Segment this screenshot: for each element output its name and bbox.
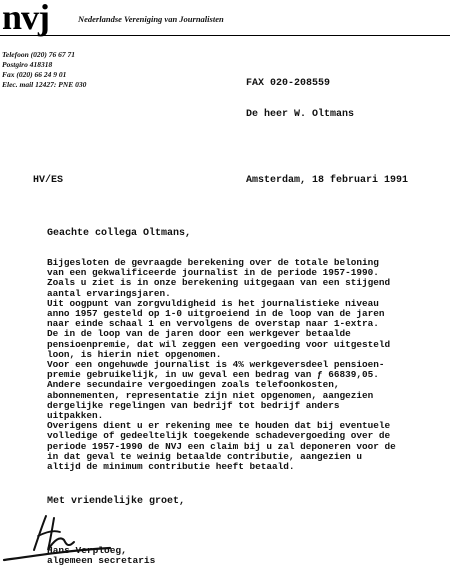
recipient-name: De heer W. Oltmans <box>246 109 355 120</box>
signer-block <box>47 546 155 566</box>
body-line: naar einde schaal 1 en vervolgens de overstap naar 1-extra. <box>47 318 379 330</box>
body-line: loon, is hierin niet opgenomen. <box>47 348 222 360</box>
body-line: uitpakken. <box>47 410 104 422</box>
body-line: Voor een ongehuwde journalist is 4% werkgeversdeel pensioen- <box>47 359 385 371</box>
body-line: aantal ervaringsjaren. <box>47 287 171 299</box>
body-line: De in de loop van de jaren door een werkgever betaalde <box>47 328 351 340</box>
body-line: volledige of gedeeltelijk toegekende schadevergoeding over de <box>47 430 391 442</box>
organization-name: Nederlandse Vereniging van Journalisten <box>78 14 224 24</box>
contact-fax: Fax (020) 66 24 9 01 <box>2 70 67 79</box>
contact-postgiro: Postgiro 418318 <box>2 60 53 69</box>
body-line: dergelijke regelingen van bedrijf tot bedrijf anders <box>47 399 340 411</box>
body-line: Uit oogpunt van zorgvuldigheid is het journalistieke niveau <box>47 297 379 309</box>
body-line: Zoals u ziet is in onze berekening uitgegaan van een stijgend <box>47 277 391 289</box>
letter-body <box>47 258 396 472</box>
closing-phrase: Met vriendelijke groet, <box>47 496 186 507</box>
body-line: altijd de minimum contributie heeft betaald. <box>47 461 295 473</box>
contact-block <box>2 50 86 90</box>
contact-phone: Telefoon (020) 76 67 71 <box>2 50 76 59</box>
body-line: periode 1957-1990 de NVJ een claim bij u zal deponeren voor de <box>47 440 396 452</box>
body-line: Bijgesloten de gevraagde berekening over de totale beloning <box>47 257 379 268</box>
body-line: Overigens dient u er rekening mee te houden dat bij eventuele <box>47 420 391 432</box>
salutation: Geachte collega Oltmans, <box>47 228 192 239</box>
body-line: van een gekwalificeerde journalist in de periode 1957-1990. <box>47 267 379 279</box>
letter-date: Amsterdam, 18 februari 1991 <box>246 175 409 186</box>
signer-name: Hans Verploeg, <box>47 545 127 556</box>
body-line: Andere secundaire vergoedingen zoals telefoonkosten, <box>47 379 340 391</box>
signer-title: algemeen secretaris <box>47 555 156 566</box>
letterhead-divider <box>0 35 450 36</box>
body-line: premie gebruikelijk, in uw geval een bedrag van ƒ 66839,05. <box>47 369 379 381</box>
nvj-logo: nvj <box>2 0 50 37</box>
body-line: anno 1957 gesteld op 1-0 uitgroeiend in de loop van de jaren <box>47 308 385 320</box>
reference-code: HV/ES <box>33 175 64 186</box>
fax-number: FAX 020-208559 <box>246 78 331 89</box>
body-line: abonnementen, representatie zijn niet opgenomen, aangezien <box>47 389 374 401</box>
contact-email: Elec. mail 12427: PNE 030 <box>2 80 87 89</box>
body-line: pensioenpremie, dat wil zeggen een vergoeding voor uitgesteld <box>47 338 391 350</box>
body-line: in dat geval te weinig betaalde contributie, aangezien u <box>47 450 363 462</box>
